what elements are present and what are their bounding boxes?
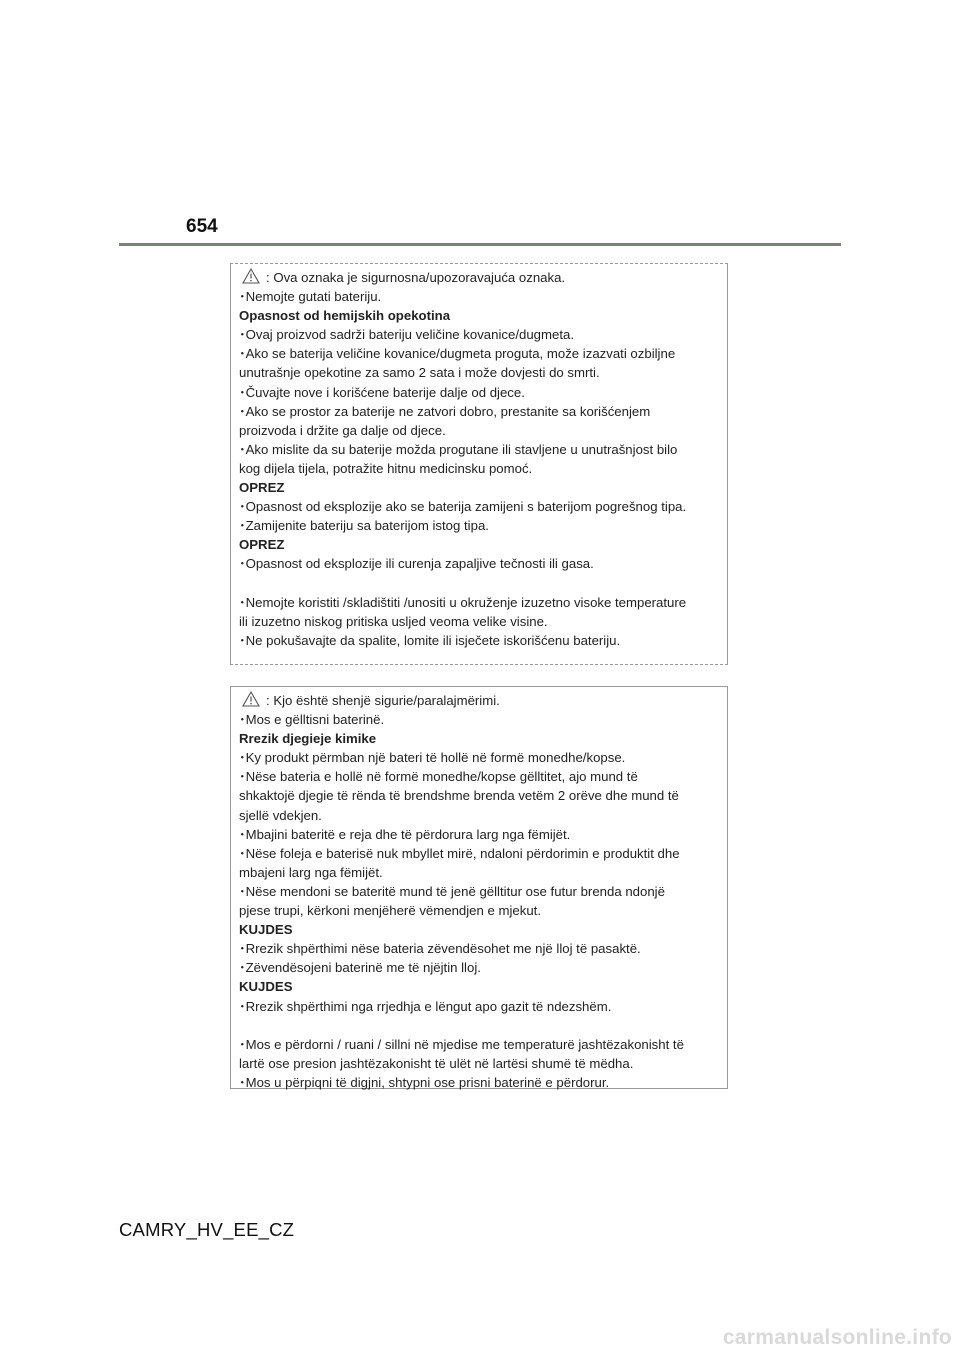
text-line: ･Opasnost od eksplozije ili curenja zapaljive tečnosti ili gasa. [239, 556, 594, 572]
text-line: ･Mos u përpiqni të digjni, shtypni ose prisni baterinë e përdorur. [239, 1074, 610, 1090]
section-heading: OPREZ [239, 537, 285, 553]
text-line: sjellë vdekjen. [239, 807, 322, 823]
text-line: mbajeni larg nga fëmijët. [239, 864, 383, 880]
section-heading: KUJDES [239, 979, 293, 995]
blank-line [239, 1016, 727, 1035]
warning-box-bosnian [230, 263, 728, 665]
text-line: ･Nëse foleja e baterisë nuk mbyllet mirë, ndaloni përdorimin e produktit dhe [239, 845, 680, 861]
text-line: unutrašnje opekotine za samo 2 sata i može dovjesti do smrti. [239, 365, 600, 381]
text-line: ･Ako se baterija veličine kovanice/dugmeta proguta, može izazvati ozbiljne [239, 346, 676, 362]
text-line: ili izuzetno niskog pritiska usljed veoma velike visine. [239, 613, 548, 629]
text-line: ･Ako se prostor za baterije ne zatvori dobro, prestanite sa korišćenjem [239, 403, 651, 419]
text-line: ･Mbajini bateritë e reja dhe të përdorura larg nga fëmijët. [239, 826, 571, 842]
warning-triangle-icon [242, 691, 260, 707]
section-heading: Rrezik djegieje kimike [239, 731, 377, 747]
warning-title-row [239, 268, 727, 287]
warning-title-row [239, 691, 727, 710]
text-line: ･Rrezik shpërthimi nëse bateria zëvendësohet me një lloj të pasaktë. [239, 941, 641, 957]
watermark: carmanualsonline.info [722, 1326, 952, 1349]
warning-box-albanian [230, 686, 728, 1089]
section-heading: KUJDES [239, 922, 293, 938]
warning-lines [239, 287, 727, 650]
page-number: 654 [186, 216, 218, 237]
text-line: ･Ako mislite da su baterije možda progutane ili stavljene u unutrašnjost bilo [239, 441, 678, 457]
warning-title-text: : Kjo është shenjë sigurie/paralajmërimi. [266, 693, 500, 708]
warning-triangle-icon [242, 268, 260, 284]
text-line: ･Ne pokušavajte da spalite, lomite ili isječete iskorišćenu bateriju. [239, 632, 621, 648]
header-rule [119, 243, 841, 246]
text-line: ･Rrezik shpërthimi nga rrjedhja e lëngut apo gazit të ndezshëm. [239, 998, 612, 1014]
text-line: ･Čuvajte nove i korišćene baterije dalje od djece. [239, 384, 525, 400]
text-line: shkaktojë djegie të rënda të brendshme brenda vetëm 2 orëve dhe mund të [239, 788, 679, 804]
text-line: ･Zamijenite bateriju sa baterijom istog tipa. [239, 518, 489, 534]
text-line: pjese trupi, kërkoni menjëherë vëmendjen e mjekut. [239, 903, 542, 919]
text-line: lartë ose presion jashtëzakonisht të ulët në lartësi shumë të mëdha. [239, 1055, 634, 1071]
text-line: ･Opasnost od eksplozije ako se baterija zamijeni s baterijom pogrešnog tipa. [239, 499, 687, 515]
footer-model-code: CAMRY_HV_EE_CZ [119, 1219, 295, 1240]
text-line: kog dijela tijela, potražite hitnu medicinsku pomoć. [239, 460, 533, 476]
text-line: ･Zëvendësojeni baterinë me të njëjtin lloj. [239, 960, 481, 976]
text-line: ･Nemojte koristiti /skladištiti /unositi u okruženje izuzetno visoke temperature [239, 594, 687, 610]
section-heading: OPREZ [239, 480, 285, 496]
text-line: ･Ky produkt përmban një bateri të hollë në formë monedhe/kopse. [239, 750, 626, 766]
text-line: proizvoda i držite ga dalje od djece. [239, 422, 446, 438]
text-line: ･Mos e gëlltisni baterinë. [239, 712, 385, 728]
text-line: ･Ovaj proizvod sadrži bateriju veličine kovanice/dugmeta. [239, 327, 574, 343]
text-line: ･Nemojte gutati bateriju. [239, 289, 382, 305]
warning-lines [239, 710, 727, 1092]
text-line: ･Nëse mendoni se bateritë mund të jenë gëlltitur ose futur brenda ndonjë [239, 883, 665, 899]
text-line: ･Mos e përdorni / ruani / sillni në mjedise me temperaturë jashtëzakonisht të [239, 1036, 684, 1052]
warning-title-text: : Ova oznaka je sigurnosna/upozoravajuća oznaka. [266, 270, 566, 285]
blank-line [239, 574, 727, 593]
section-heading: Opasnost od hemijskih opekotina [239, 308, 451, 324]
text-line: ･Nëse bateria e hollë në formë monedhe/kopse gëlltitet, ajo mund të [239, 769, 638, 785]
